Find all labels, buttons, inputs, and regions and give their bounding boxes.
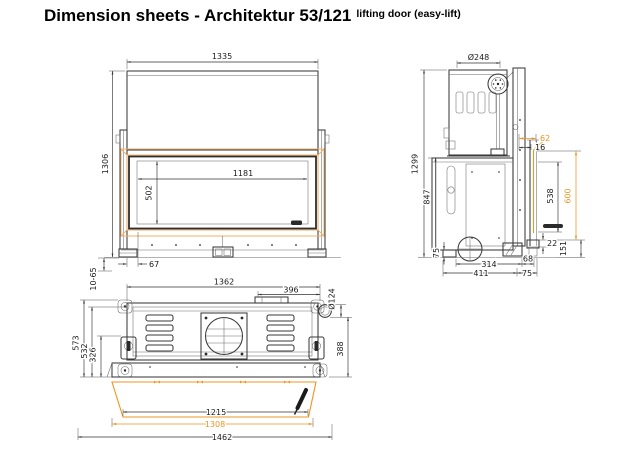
front-foot: [443, 250, 456, 257]
dim-front-glass-width: 1181: [232, 169, 254, 178]
dim-side-gap-bottom: 22: [547, 239, 558, 248]
dim-bottom-floor-width: 1462: [211, 432, 233, 442]
dim-front-feet-adjust: 10-65: [89, 267, 98, 291]
dim-side-depth-rear: 68: [522, 254, 534, 264]
door-handle: [291, 221, 302, 226]
hood-panel: [127, 71, 318, 150]
dim-side-door-height: 600: [563, 188, 573, 204]
dim-side-glass-height: 538: [546, 188, 555, 204]
title-suffix: lifting door (easy-lift): [356, 8, 461, 20]
dim-side-frame-depth: 16: [535, 143, 546, 152]
dim-bottom-depth-front: 326: [88, 347, 98, 363]
dim-side-foot-height: 75: [432, 247, 441, 259]
dim-side-rear-offset: 75: [521, 269, 533, 278]
dim-bottom-glass-width: 1215: [205, 407, 227, 417]
side-dimensions: [411, 52, 586, 278]
side-door-handle: [543, 224, 563, 228]
hoist-housing: [449, 70, 507, 155]
dim-side-depth-total: 411: [473, 269, 489, 278]
dim-side-height-total: 1299: [410, 153, 420, 175]
dim-bottom-rear-tab-offset: 396: [283, 285, 299, 295]
dim-bottom-depth-total: 573: [71, 335, 81, 351]
rear-tab: [255, 297, 288, 303]
dim-bottom-depth-body: 532: [80, 343, 89, 359]
dim-side-plinth-height: 151: [559, 240, 568, 257]
back-frame: [513, 68, 525, 246]
dim-bottom-frame-width: 1308: [204, 419, 226, 429]
dim-front-glass-height: 502: [144, 185, 154, 201]
dim-bottom-air-diameter: Ø124: [327, 288, 337, 310]
dim-side-firebox-height: 847: [422, 189, 432, 205]
base-plate: [112, 363, 320, 377]
dim-bottom-depth-right: 388: [336, 341, 345, 357]
dim-side-depth-firebox: 314: [481, 259, 497, 269]
handle-tool: [298, 390, 307, 408]
dim-front-side-offset: 67: [149, 260, 160, 269]
title-text: Dimension sheets - Architektur 53/121: [44, 6, 352, 25]
dim-bottom-width-body: 1362: [213, 277, 235, 287]
dim-side-frame-offset: 62: [540, 134, 551, 143]
dim-front-height-total: 1306: [101, 153, 110, 175]
bottom-view: [107, 297, 331, 417]
dim-front-width-total: 1335: [211, 52, 233, 61]
front-view: [104, 71, 341, 258]
dim-side-flue-diameter: Ø248: [467, 53, 490, 62]
